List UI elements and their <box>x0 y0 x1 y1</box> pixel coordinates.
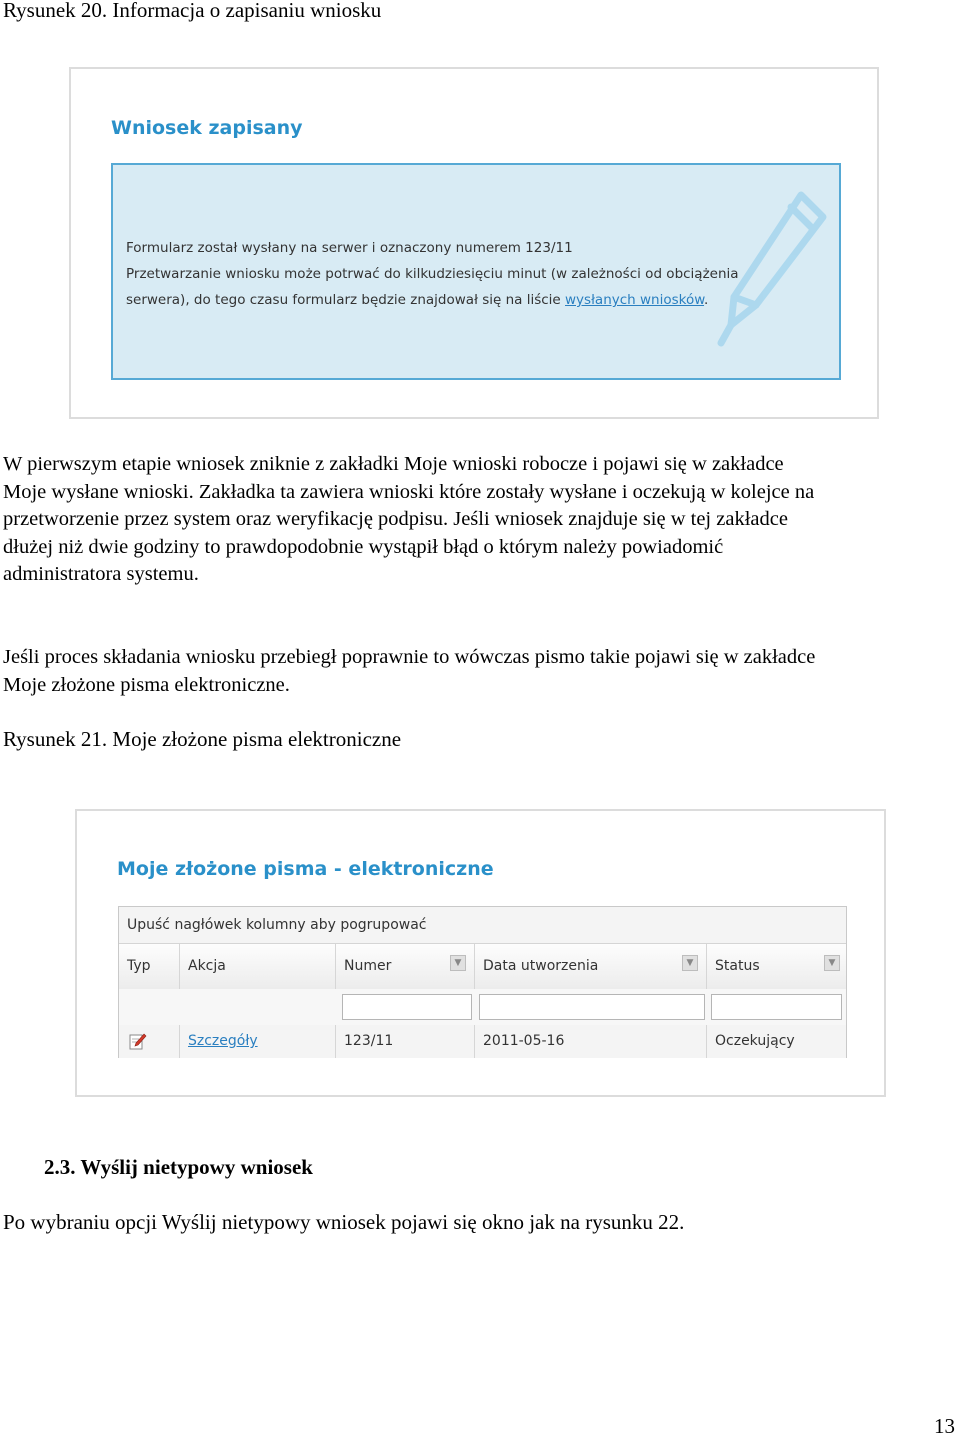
figure-caption: Rysunek 20. Informacja o zapisaniu wniosku <box>3 0 382 22</box>
table-row <box>119 1025 846 1058</box>
paragraph <box>3 644 957 699</box>
data-filter-input[interactable] <box>479 994 705 1020</box>
column-header-typ[interactable]: Typ <box>119 944 180 989</box>
filter-icon[interactable]: ▼ <box>682 955 698 971</box>
sent-applications-link[interactable]: wysłanych wniosków <box>565 292 705 308</box>
section-heading: 2.3. Wyślij nietypowy wniosek <box>44 1155 313 1179</box>
section-text: Po wybraniu opcji Wyślij nietypowy wniosek pojawi się okno jak na rysunku 22. <box>3 1210 685 1234</box>
group-by-bar[interactable]: Upuść nagłówek kolumny aby pogrupować <box>119 907 846 944</box>
details-link[interactable]: Szczegóły <box>188 1033 258 1049</box>
status-cell: Oczekujący <box>715 1033 795 1049</box>
text-line: administratora systemu. <box>3 563 199 585</box>
documents-grid <box>118 906 847 1058</box>
filter-icon[interactable]: ▼ <box>824 955 840 971</box>
paragraph <box>3 451 957 589</box>
filter-row <box>119 989 846 1026</box>
submitted-documents-screenshot <box>75 809 886 1097</box>
numer-filter-input[interactable] <box>342 994 472 1020</box>
text-line: Moje wysłane wnioski. Zakładka ta zawiera wnioski które zostały wysłane i oczekują w kolejce na <box>3 480 815 503</box>
message-text <box>126 235 776 313</box>
info-box <box>111 163 841 380</box>
figure-caption: Rysunek 21. Moje złożone pisma elektroniczne <box>3 727 402 751</box>
status-filter-input[interactable] <box>711 994 842 1020</box>
message-text-segment: serwera), do tego czasu formularz będzie znajdował się na liście <box>126 292 566 308</box>
panel-title: Wniosek zapisany <box>111 117 303 139</box>
text-line: dłużej niż dwie godziny to prawdopodobnie wystąpił błąd o którym należy powiadomić <box>3 535 724 558</box>
panel-title: Moje złożone pisma - elektroniczne <box>117 858 494 880</box>
message-text-segment: . <box>704 292 709 308</box>
edit-document-icon <box>129 1033 147 1051</box>
filter-icon[interactable]: ▼ <box>450 955 466 971</box>
column-header-label: Status <box>715 958 760 974</box>
akcja-cell <box>180 1025 336 1058</box>
column-header-label: Numer <box>344 958 392 974</box>
text-line: Jeśli proces składania wniosku przebiegł poprawnie to wówczas pismo takie pojawi się w zakładce <box>3 646 816 668</box>
message-line <box>126 287 776 313</box>
column-header-label: Data utworzenia <box>483 958 599 974</box>
message-line: Przetwarzanie wniosku może potrwać do kilkudziesięciu minut (w zależności od obciążenia <box>126 266 739 282</box>
save-confirmation-screenshot <box>69 67 879 419</box>
numer-cell: 123/11 <box>336 1025 475 1058</box>
grid-header <box>119 944 846 990</box>
column-header-status[interactable] <box>707 944 848 989</box>
typ-cell <box>119 1025 180 1058</box>
column-header-numer[interactable] <box>336 944 475 989</box>
text-line: przetworzenie przez system oraz weryfikację podpisu. Jeśli wniosek znajduje się w tej zakładce <box>3 508 788 530</box>
text-line: Moje złożone pisma elektroniczne. <box>3 673 290 696</box>
text-line: W pierwszym etapie wniosek zniknie z zakładki Moje wnioski robocze i pojawi się w zakładce <box>3 453 784 475</box>
column-header-data[interactable] <box>475 944 707 989</box>
message-line: Formularz został wysłany na serwer i oznaczony numerem 123/11 <box>126 240 573 256</box>
page-number: 13 <box>934 1414 955 1438</box>
column-header-akcja[interactable]: Akcja <box>180 944 336 989</box>
data-cell: 2011-05-16 <box>475 1025 707 1058</box>
